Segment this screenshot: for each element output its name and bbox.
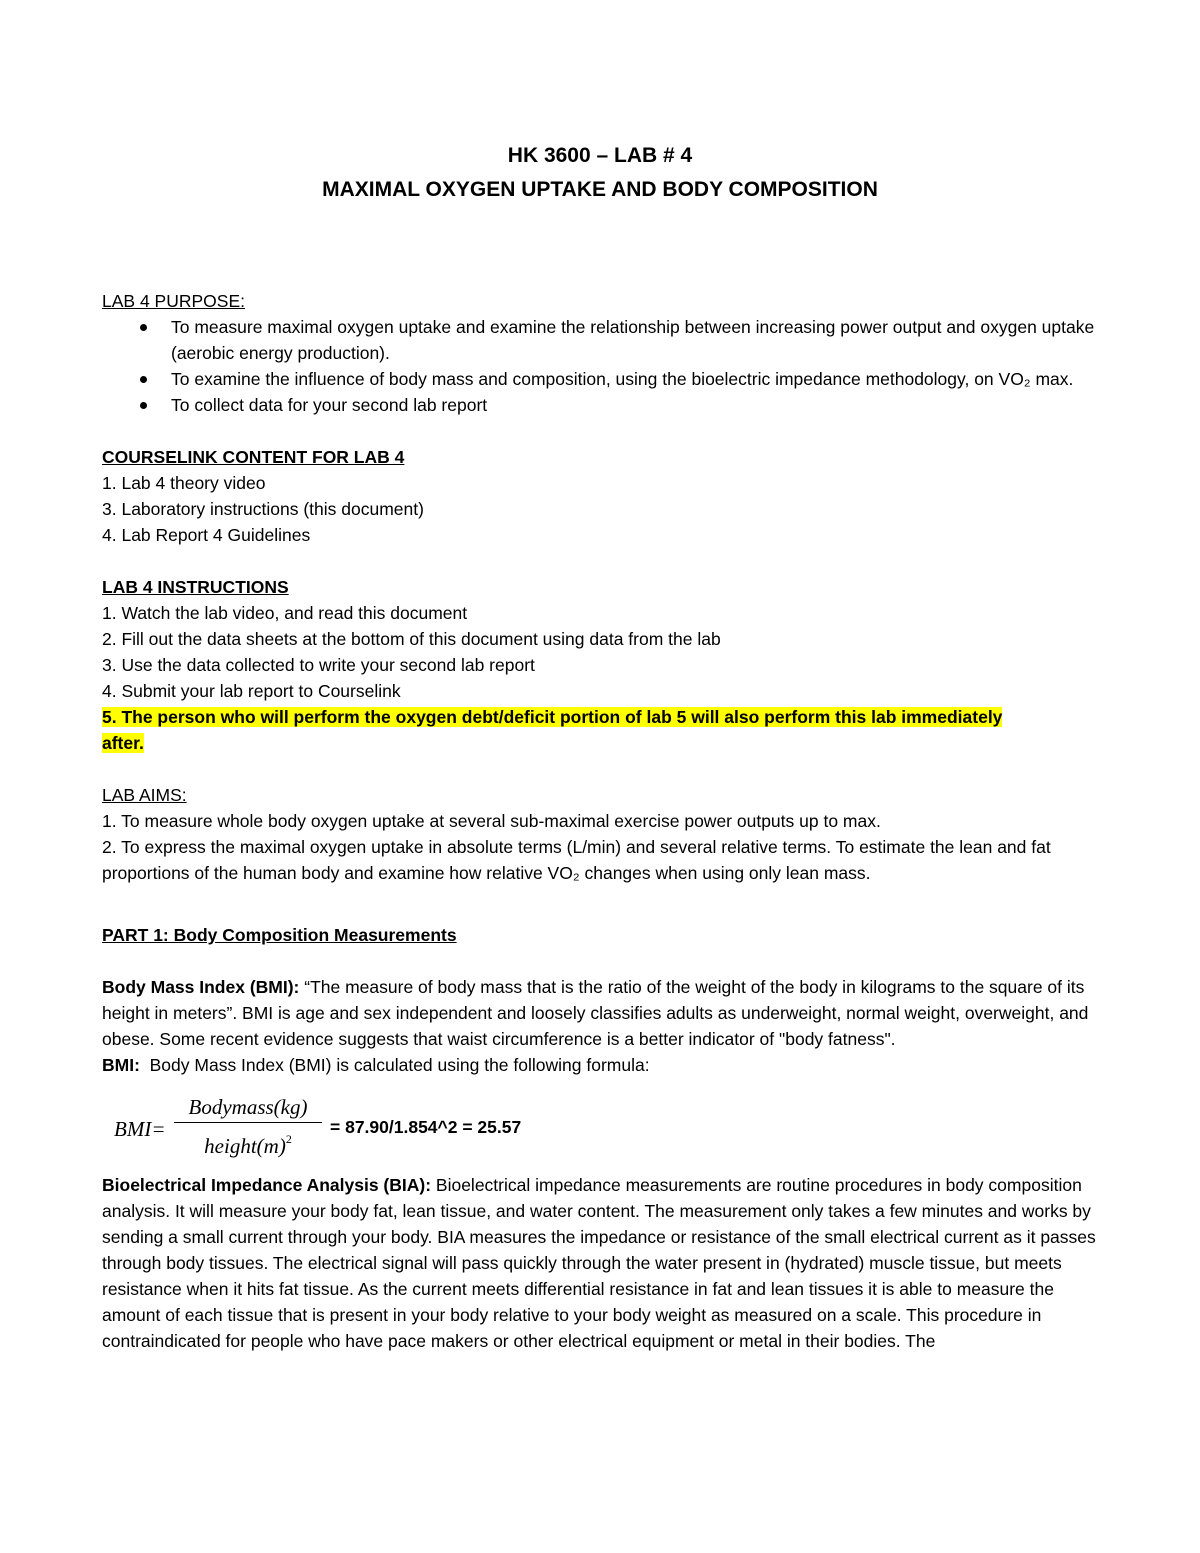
document-title: HK 3600 – LAB # 4 [507,144,693,167]
formula-lhs: BMI= [114,1117,166,1141]
highlighted-instruction: 5. The person who will perform the oxygen debt/deficit portion of lab 5 will also perform this lab immediately [102,707,1003,727]
document-body [102,288,1102,1354]
purpose-list [102,314,1102,418]
bia-definition: Bioelectrical Impedance Analysis (BIA): Bioelectrical impedance measurements are routine procedures in body composition analysis. It will measure your body fat, lean tissue, and water content. The measurement only takes a few minutes and works by sending a small current through your body. BIA measures the impedance or resistance of the small electrical current as it passes through body tissues. The electrical signal will pass quickly through the water present in (hydrated) muscle tissue, but meets resistance when it hits fat tissue. As the current meets differential resistance in fat and lean tissues it is able to measure the amount of each tissue that is present in your body relative to your body weight as measured on a scale. This procedure in contraindicated for people who have pace makers or other electrical equipment or metal in their bodies. The [102,1175,1096,1351]
bmi-formula [102,1092,1102,1164]
formula-exponent: 2 [285,1132,292,1146]
purpose-item: To examine the influence of body mass and composition, using the bioelectric impedance methodology, on VO₂ max. [102,366,1102,392]
bmi-definition: Body Mass Index (BMI): “The measure of body mass that is the ratio of the weight of the body in kilograms to the square of its height in meters”. BMI is age and sex independent and loosely classifies adults as underweight, normal weight, overweight, and obese. Some recent evidence suggests that waist circumference is a better indicator of "body fatness". [102,977,1089,1049]
instructions-item: 4. Submit your lab report to Courselink [102,681,401,701]
courselink-item: 3. Laboratory instructions (this document) [102,499,424,519]
document-subtitle: MAXIMAL OXYGEN UPTAKE AND BODY COMPOSITION [322,178,878,201]
courselink-item: 4. Lab Report 4 Guidelines [102,525,311,545]
formula-fraction [172,1092,324,1162]
aims-heading: LAB AIMS: [102,785,187,805]
part1-title: PART 1: Body Composition Measurements [102,925,457,945]
instructions-item: 1. Watch the lab video, and read this document [102,603,468,623]
formula-numerator: Bodymass(kg) [188,1095,308,1119]
purpose-heading: LAB 4 PURPOSE: [102,291,245,311]
bmi-label: BMI: [102,1055,140,1075]
aims-item: 1. To measure whole body oxygen uptake at several sub-maximal exercise power outputs up to max. [102,811,881,831]
instructions-item: 3. Use the data collected to write your second lab report [102,655,535,675]
purpose-item: To measure maximal oxygen uptake and examine the relationship between increasing power output and oxygen uptake (aerobic energy production). [102,314,1102,366]
highlighted-instruction-cont: after. [102,733,144,753]
courselink-item: 1. Lab 4 theory video [102,473,266,493]
instructions-heading: LAB 4 INSTRUCTIONS [102,577,289,597]
instructions-item: 2. Fill out the data sheets at the bottom of this document using data from the lab [102,629,721,649]
formula-denominator: height(m) [204,1134,286,1158]
aims-item: 2. To express the maximal oxygen uptake in absolute terms (L/min) and several relative terms. To estimate the lean and fat proportions of the human body and examine how relative VO₂ changes when using only lean mass. [102,837,1051,883]
purpose-item: To collect data for your second lab report [102,392,1102,418]
bmi-formula-intro: BMI: Body Mass Index (BMI) is calculated using the following formula: [102,1055,650,1075]
courselink-heading: COURSELINK CONTENT FOR LAB 4 [102,447,405,467]
formula-denominator-wrap [172,1123,324,1162]
bia-term: Bioelectrical Impedance Analysis (BIA): [102,1175,432,1195]
bmi-term: Body Mass Index (BMI): [102,977,300,997]
formula-result: = 87.90/1.854^2 = 25.57 [330,1117,522,1137]
